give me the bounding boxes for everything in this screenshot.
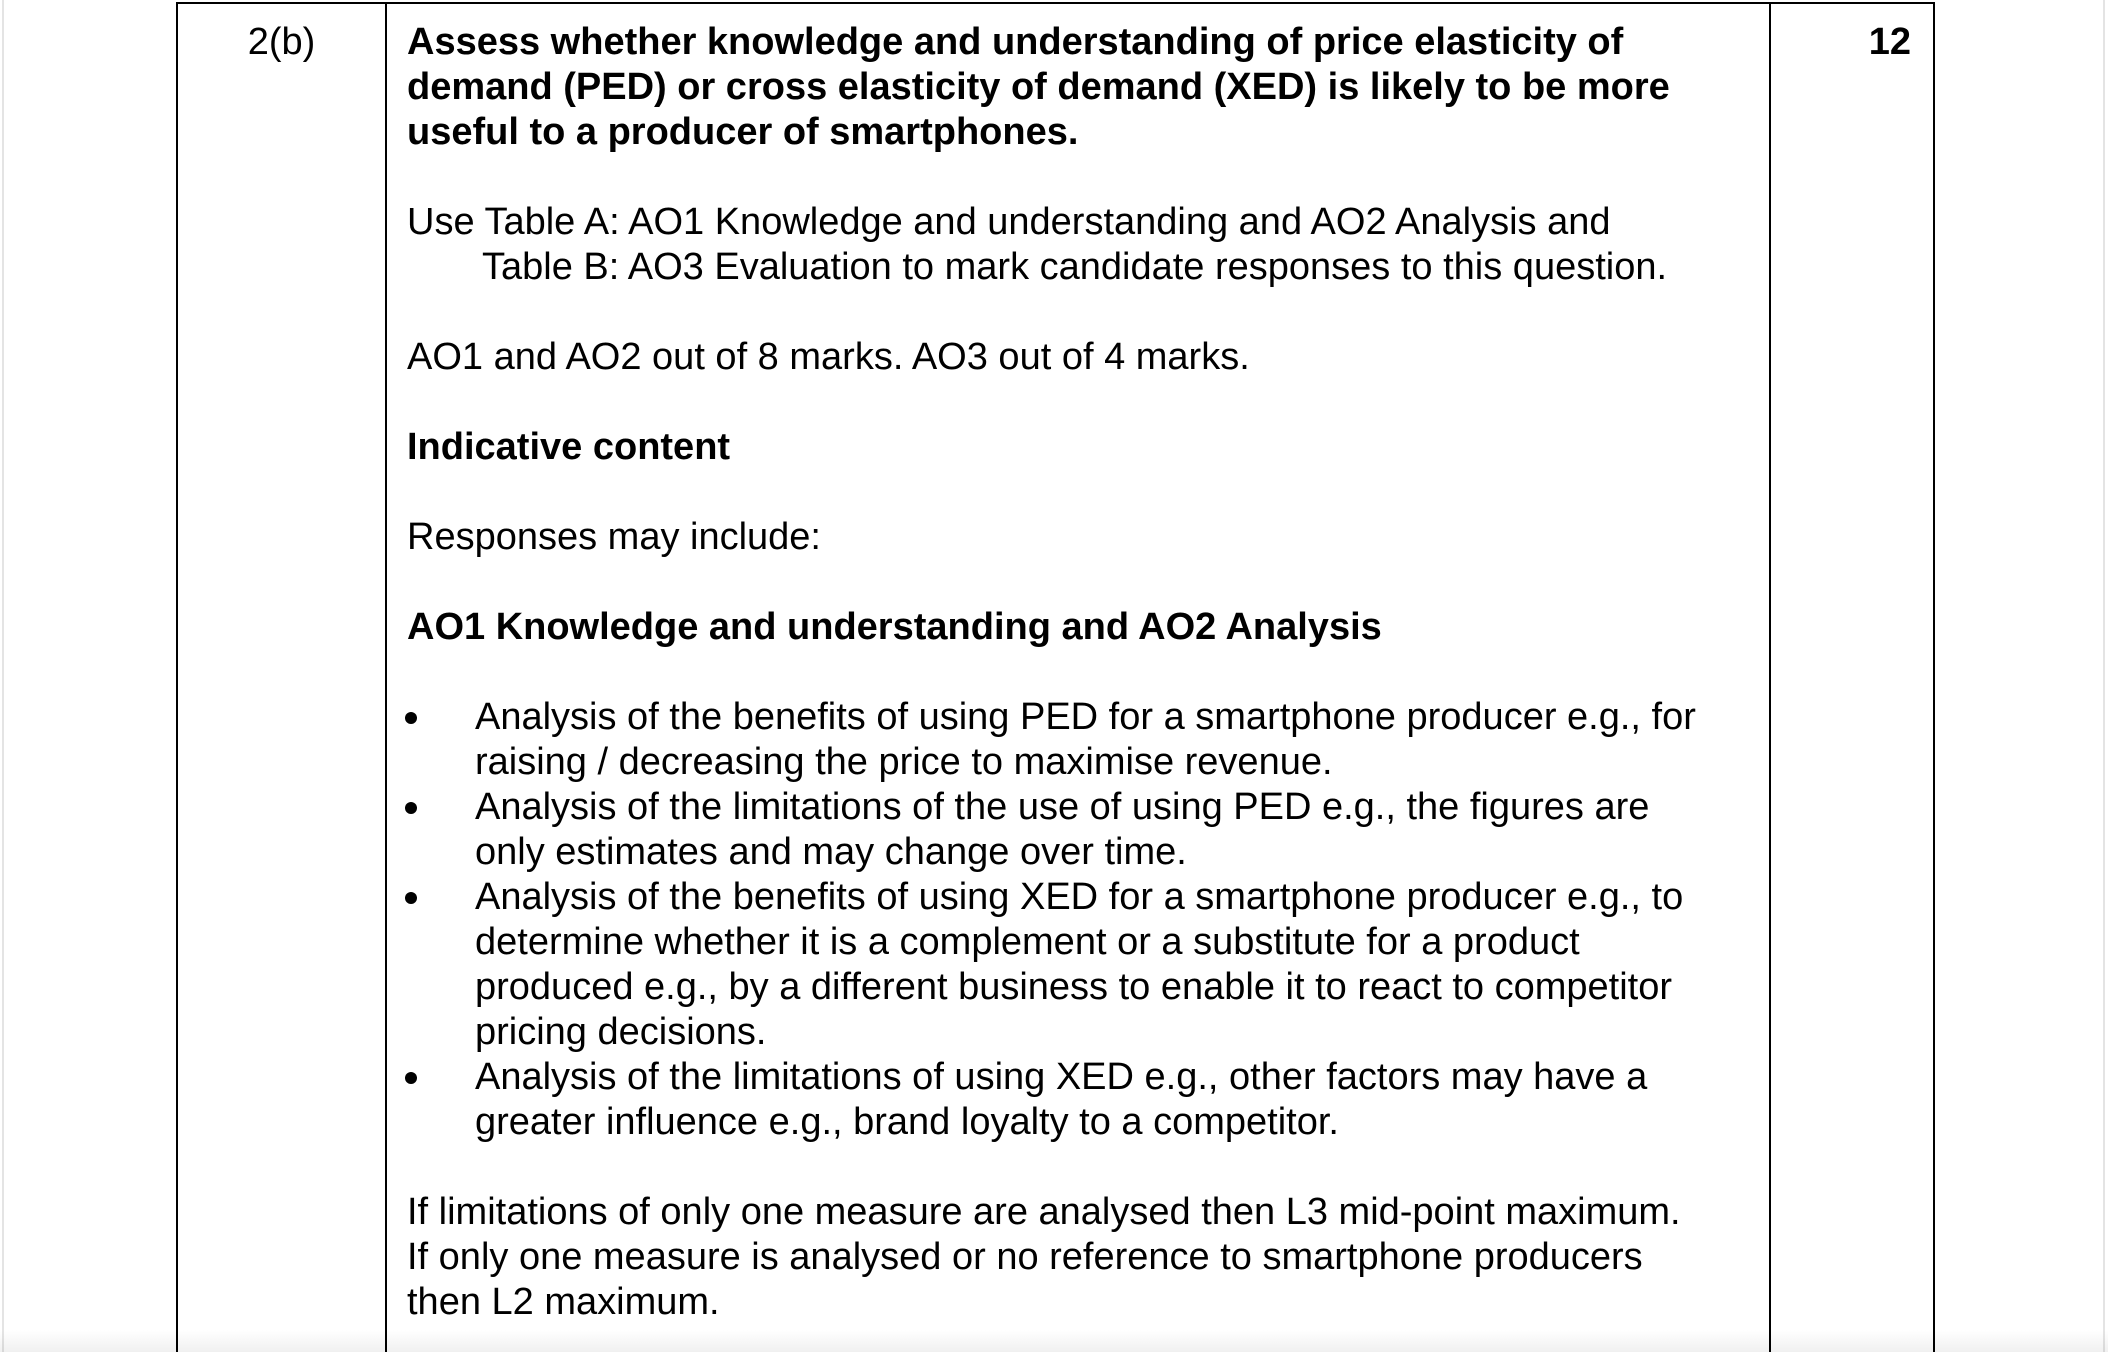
paragraph-spacer: [407, 155, 1749, 200]
text-line: Assess whether knowledge and understanding of price elasticity of: [407, 21, 1624, 63]
bullet-item: [407, 1055, 1749, 1145]
text-line: AO1 and AO2 out of 8 marks. AO3 out of 4 marks.: [407, 336, 1250, 378]
bullet-icon: [405, 1072, 417, 1084]
page-left-edge: [2, 0, 4, 1352]
question-number-cell: [178, 4, 387, 1352]
bold-paragraph: [407, 605, 1749, 650]
paragraph-spacer: [407, 1145, 1749, 1190]
text-line: Analysis of the benefits of using PED for a smartphone producer e.g., for: [475, 696, 1696, 738]
text-line: produced e.g., by a different business to enable it to react to competitor: [475, 966, 1673, 1008]
bullet-item: [407, 695, 1749, 785]
text-line: Responses may include:: [407, 516, 821, 558]
marks-value: 12: [1868, 21, 1911, 63]
indicative-content-cell: [387, 4, 1771, 1352]
bullet-icon: [405, 892, 417, 904]
text-line: Analysis of the limitations of the use of using PED e.g., the figures are: [475, 786, 1650, 828]
paragraph: [407, 335, 1749, 380]
bold-paragraph: [407, 20, 1749, 155]
bullet-list: [407, 695, 1749, 1145]
bullet-icon: [405, 712, 417, 724]
bold-paragraph: [407, 425, 1749, 470]
paragraph: [407, 200, 1749, 290]
text-line: only estimates and may change over time.: [475, 831, 1187, 873]
text-line: pricing decisions.: [475, 1011, 767, 1053]
text-line: determine whether it is a complement or a substitute for a product: [475, 921, 1580, 963]
text-line: useful to a producer of smartphones.: [407, 111, 1079, 153]
page-right-edge: [2103, 0, 2105, 1352]
paragraph-spacer: [407, 470, 1749, 515]
bullet-icon: [405, 802, 417, 814]
mark-scheme-table: [176, 2, 1935, 1352]
paragraph-spacer: [407, 290, 1749, 335]
marks-cell: [1771, 4, 1935, 1352]
text-line: then L2 maximum.: [407, 1281, 720, 1323]
text-line: raising / decreasing the price to maximise revenue.: [475, 741, 1333, 783]
text-line: AO1 Knowledge and understanding and AO2 Analysis: [407, 606, 1382, 648]
text-line: Use Table A: AO1 Knowledge and understanding and AO2 Analysis and: [407, 201, 1611, 243]
text-line: demand (PED) or cross elasticity of demand (XED) is likely to be more: [407, 66, 1670, 108]
text-line: Table B: AO3 Evaluation to mark candidate responses to this question.: [482, 246, 1668, 288]
content-blocks: [407, 20, 1749, 1325]
bullet-item: [407, 785, 1749, 875]
text-line: greater influence e.g., brand loyalty to a competitor.: [475, 1101, 1339, 1143]
text-line: If limitations of only one measure are analysed then L3 mid-point maximum.: [407, 1191, 1681, 1233]
paragraph-spacer: [407, 650, 1749, 695]
paragraph: [407, 515, 1749, 560]
bullet-item: [407, 875, 1749, 1055]
text-line: Indicative content: [407, 426, 731, 468]
question-number: 2(b): [247, 21, 316, 63]
paragraph-spacer: [407, 560, 1749, 605]
text-line: Analysis of the benefits of using XED for a smartphone producer e.g., to: [475, 876, 1684, 918]
text-line: Analysis of the limitations of using XED e.g., other factors may have a: [475, 1056, 1648, 1098]
text-line: If only one measure is analysed or no reference to smartphone producers: [407, 1236, 1643, 1278]
paragraph: [407, 1190, 1749, 1325]
paragraph-spacer: [407, 380, 1749, 425]
